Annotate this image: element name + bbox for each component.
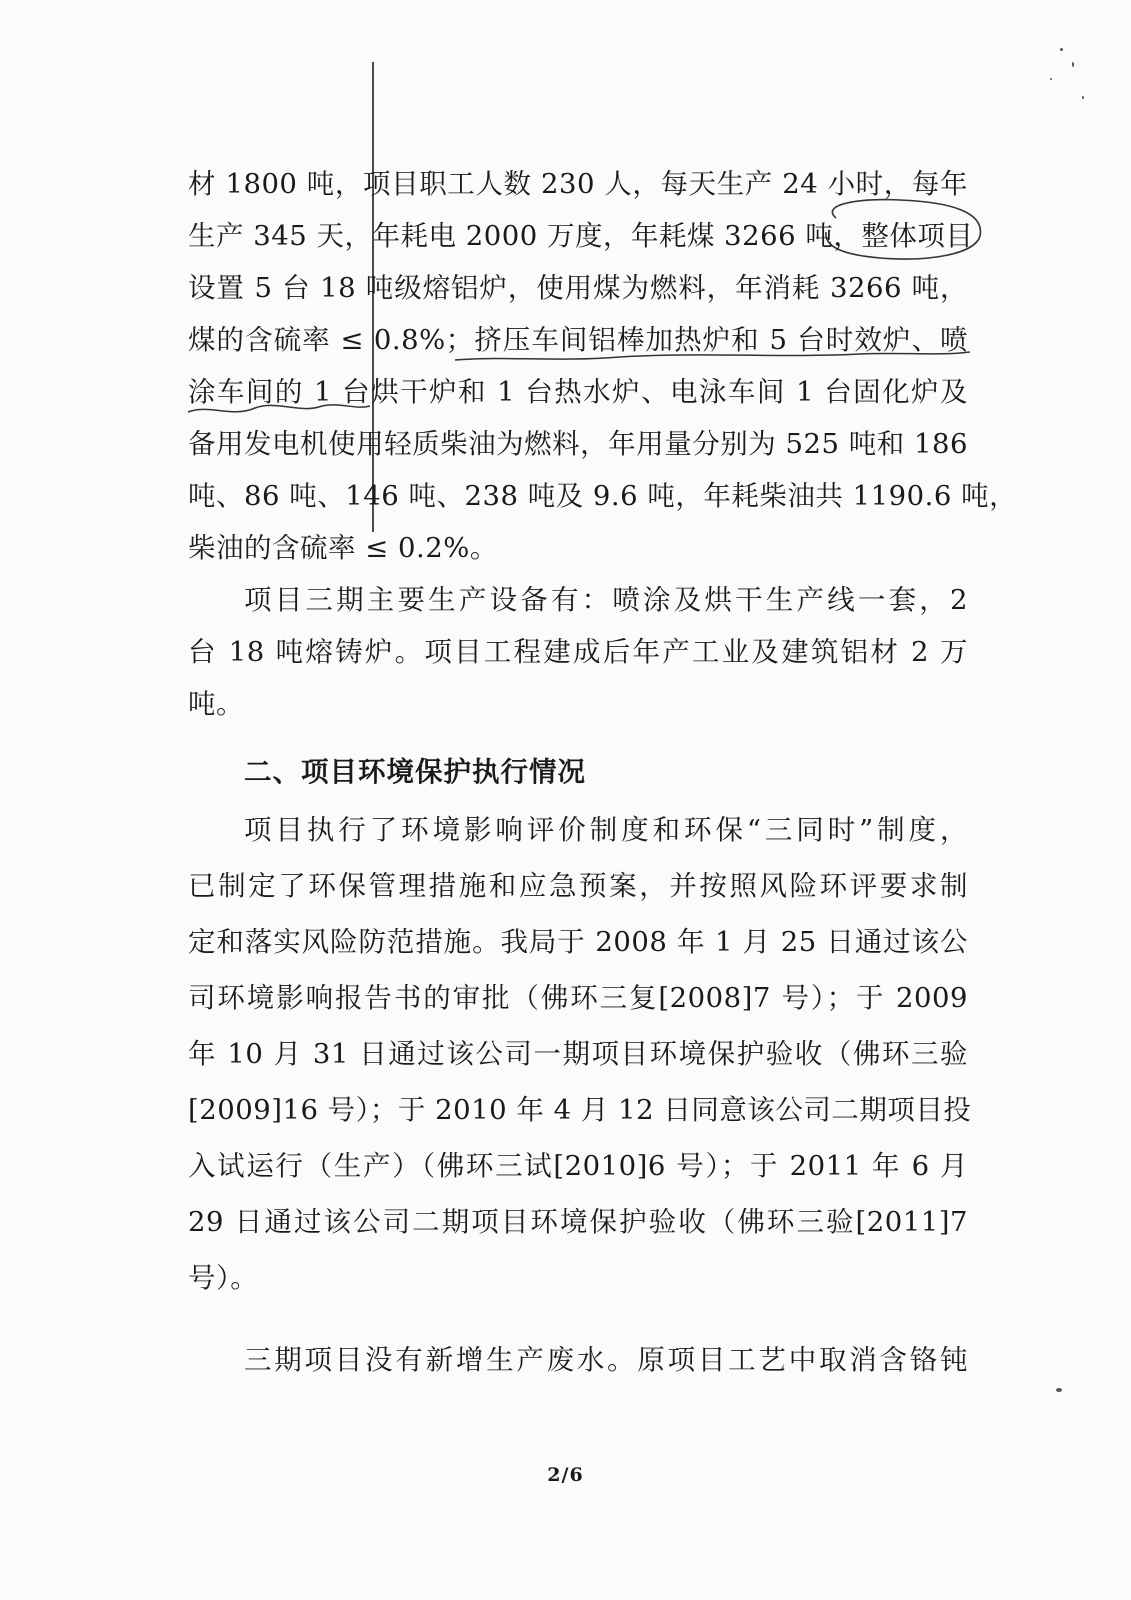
body-text-line: 项目三期主要生产设备有：喷涂及烘干生产线一套，2 (244, 584, 968, 616)
body-text-line: 生产 345 天，年耗电 2000 万度，年耗煤 3266 吨，整体项目 (188, 220, 974, 252)
body-text-line: 材 1800 吨，项目职工人数 230 人，每天生产 24 小时，每年 (188, 168, 968, 200)
body-text-line: 设置 5 台 18 吨级熔铝炉，使用煤为燃料，年消耗 3266 吨， (188, 272, 968, 304)
body-text-line: 煤的含硫率 ≤ 0.8%；挤压车间铝棒加热炉和 5 台时效炉、喷 (188, 324, 968, 356)
scan-speck (1082, 96, 1084, 99)
body-text-line: 吨、86 吨、146 吨、238 吨及 9.6 吨，年耗柴油共 1190.6 吨， (188, 480, 1018, 512)
scan-speck (1072, 62, 1074, 67)
body-text-line: 项目执行了环境影响评价制度和环保“三同时”制度， (244, 814, 968, 846)
scan-speck (1056, 1388, 1062, 1392)
scan-speck (1050, 78, 1052, 80)
page-number: 2/6 (547, 1464, 584, 1486)
body-text-line: 三期项目没有新增生产废水。原项目工艺中取消含铬钝 (244, 1344, 968, 1376)
body-text-line: 29 日通过该公司二期项目环境保护验收（佛环三验[2011]7 (188, 1206, 968, 1238)
section-heading: 二、项目环境保护执行情况 (244, 756, 586, 788)
body-text-line: 号）。 (188, 1262, 259, 1294)
body-text-line: 司环境影响报告书的审批（佛环三复[2008]7 号）；于 2009 (188, 982, 968, 1014)
body-text-line: 备用发电机使用轻质柴油为燃料，年用量分别为 525 吨和 186 (188, 428, 968, 460)
body-text-line: 台 18 吨熔铸炉。项目工程建成后年产工业及建筑铝材 2 万 (188, 636, 968, 668)
body-text-line: 已制定了环保管理措施和应急预案，并按照风险环评要求制 (188, 870, 968, 902)
body-text-line: 柴油的含硫率 ≤ 0.2%。 (188, 532, 498, 564)
scan-speck (1060, 48, 1063, 51)
body-text-line: [2009]16 号）；于 2010 年 4 月 12 日同意该公司二期项目投 (188, 1094, 972, 1126)
body-text-line: 年 10 月 31 日通过该公司一期项目环境保护验收（佛环三验 (188, 1038, 968, 1070)
body-text-line: 定和落实风险防范措施。我局于 2008 年 1 月 25 日通过该公 (188, 926, 968, 958)
body-text-line: 吨。 (188, 688, 244, 720)
body-text-line: 涂车间的 1 台烘干炉和 1 台热水炉、电泳车间 1 台固化炉及 (188, 376, 968, 408)
body-text-line: 入试运行（生产）（佛环三试[2010]6 号）；于 2011 年 6 月 (188, 1150, 968, 1182)
